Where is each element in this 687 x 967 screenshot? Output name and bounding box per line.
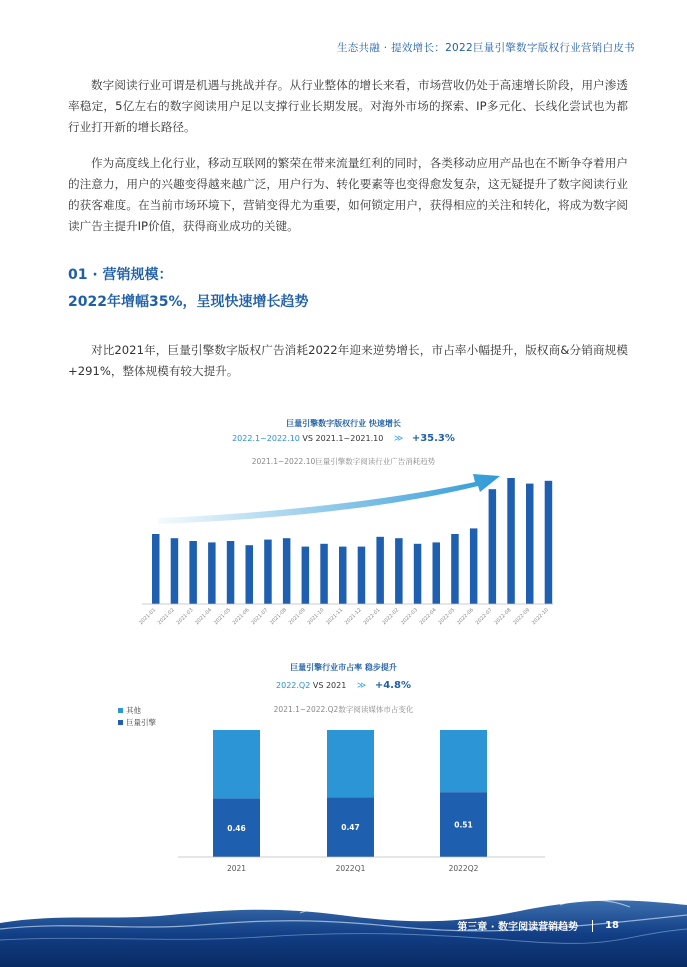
chart1-tick-label: 2022-07: [474, 607, 494, 627]
chart1-bar-2021-05: [227, 541, 235, 604]
chart1-tick-label: 2022-06: [455, 607, 476, 627]
chart1-tick-label: 2021-05: [212, 607, 233, 627]
chart1-bar-2021-10: [320, 544, 328, 604]
chart1-tick-label: 2021-04: [194, 607, 214, 627]
chart1-bar-2021-12: [358, 547, 366, 604]
chart1-tick-label: 2021-12: [343, 607, 363, 627]
footer-chapter: 第三章 · 数字阅读营销趋势: [457, 922, 579, 933]
footer: [457, 918, 619, 933]
chart1-trend-arrow: [158, 474, 500, 524]
chart1-bar-2021-09: [302, 547, 310, 604]
chart1-tick-label: 2021-06: [231, 607, 251, 627]
section-subheading: 2022年增幅35%，呈现快速增长趋势: [68, 294, 309, 310]
chart2-caption: 2021.1~2022.Q2数字阅读媒体市占变化: [273, 705, 414, 714]
legend-item-other: [118, 704, 156, 716]
chart2-data-label: 0.51: [454, 820, 473, 830]
chart1-tick-label: 2021-09: [287, 607, 307, 627]
chart1-tick-label: 2021-01: [138, 607, 158, 627]
page-number: 18: [605, 920, 619, 931]
chart2-data-label: 0.47: [341, 823, 360, 833]
section-heading: 01 · 营销规模：: [68, 267, 173, 283]
body-paragraph-1: 数字阅读行业可谓是机遇与挑战并存。从行业整体的增长来看，市场营收仍处于高速增长阶段，用户渗透率稳定，5亿左右的数字阅读用户足以支撑行业长期发展。对海外市场的探索、IP多元化、长线化尝试也为都行业打开新的增长路径。: [68, 78, 628, 134]
body-paragraph-2: 作为高度线上化行业，移动互联网的繁荣在带来流量红利的同时，各类移动应用产品也在不断争夺着用户的注意力，用户的兴趣变得越来越广泛，用户行为、转化要素等也变得愈发复杂，这无疑提升了数字阅读行业的获客难度。在当前市场环境下，营销变得尤为重要，如何锁定用户，获得相应的关注和转化，将成为数字阅读广告主提升IP价值，获得商业成功的关键。: [68, 156, 628, 233]
chart2-tick-label: 2021: [226, 864, 247, 873]
chart1-tick-label: 2022-02: [381, 607, 401, 627]
chart1-bar-2022-07: [489, 489, 497, 604]
chart1-tick-label: 2021-07: [250, 607, 270, 627]
legend-swatch-other: [118, 708, 123, 713]
chart1-bar-2022-02: [395, 538, 403, 604]
chart1-bar-2022-08: [507, 478, 515, 604]
chart1-tick-label: 2022-09: [512, 607, 532, 627]
running-header: 生态共融 · 提效增长：2022巨量引擎数字版权行业营销白皮书: [336, 42, 635, 54]
chevron-right-icon: ≫: [393, 434, 404, 444]
chart1-bar-2021-06: [246, 545, 254, 604]
chart1-bar-2022-01: [376, 537, 384, 604]
chart1-tick-label: 2022-05: [437, 607, 457, 627]
chart1-tick-label: 2022-08: [493, 607, 513, 627]
legend-label-juliang: 巨量引擎: [126, 717, 156, 727]
chart2-data-label: 0.46: [227, 823, 246, 833]
chart1-caption: 2021.1~2022.10巨量引擎数字阅读行业广告消耗趋势: [251, 457, 436, 466]
chart2-tick-label: 2022Q1: [335, 864, 366, 873]
chart1-bar-2021-02: [171, 538, 179, 604]
chart2-vs: VS: [312, 681, 324, 690]
chart1-tick-label: 2021-02: [156, 607, 176, 627]
chart1-vs: VS: [302, 434, 313, 443]
chart1-tick-label: 2021-08: [268, 607, 289, 627]
chart1-heading: 巨量引擎数字版权行业 快速增长: [286, 419, 401, 428]
chart1-bar-2022-05: [451, 534, 459, 604]
chart1-bar-2021-04: [208, 542, 216, 604]
chart1-tick-label: 2022-04: [418, 607, 438, 627]
footer-divider: [592, 920, 593, 932]
chart1-bar-2022-03: [414, 544, 422, 604]
chart1-bar-2022-10: [545, 481, 553, 604]
chart1-tick-label: 2022-01: [362, 607, 382, 627]
chart1-tick-label: 2021-11: [325, 607, 345, 627]
chart1-bar-2021-08: [283, 538, 291, 604]
chart2-svg: [0, 720, 687, 880]
body-paragraph-3: 对比2021年，巨量引擎数字版权广告消耗2022年迎来逆势增长，市占率小幅提升，版权商&分销商规模+291%，整体规模有较大提升。: [68, 343, 628, 378]
chart1-change: +35.3%: [411, 433, 455, 444]
chart1-tick-label: 2021-03: [175, 607, 195, 627]
chart2-period-a: 2022.Q2: [276, 681, 311, 690]
chart1-bar-2021-03: [189, 541, 197, 604]
chart2-bar-other-2022Q2: [440, 730, 487, 792]
chart1-tick-label: 2022-10: [530, 607, 550, 627]
chart1-bar-2022-09: [526, 484, 534, 604]
chart1-tick-label: 2021-10: [306, 607, 326, 627]
chart2-change: +4.8%: [374, 680, 411, 691]
chart1-bar-2021-01: [152, 534, 160, 604]
chevron-right-icon: ≫: [356, 681, 367, 691]
chart1-bar-2021-11: [339, 547, 347, 604]
chart2-comparison: [0, 680, 687, 691]
chart1-bar-2022-04: [433, 542, 441, 604]
chart2-heading: 巨量引擎行业市占率 稳步提升: [290, 663, 397, 672]
chart2-tick-label: 2022Q2: [448, 864, 479, 873]
chart2-period-b: 2021: [325, 681, 347, 690]
legend-label-other: 其他: [126, 705, 141, 715]
chart1-bar-2021-07: [264, 540, 272, 604]
chart1-period-b: 2021.1~2021.10: [315, 434, 384, 443]
chart1-tick-label: 2022-03: [399, 607, 420, 627]
chart2-bar-other-2022Q1: [327, 730, 374, 797]
chart1-svg: [0, 440, 687, 640]
chart1-bar-2022-06: [470, 528, 478, 604]
chart2-bar-other-2021: [213, 730, 260, 799]
chart1-period-a: 2022.1~2022.10: [232, 434, 300, 443]
